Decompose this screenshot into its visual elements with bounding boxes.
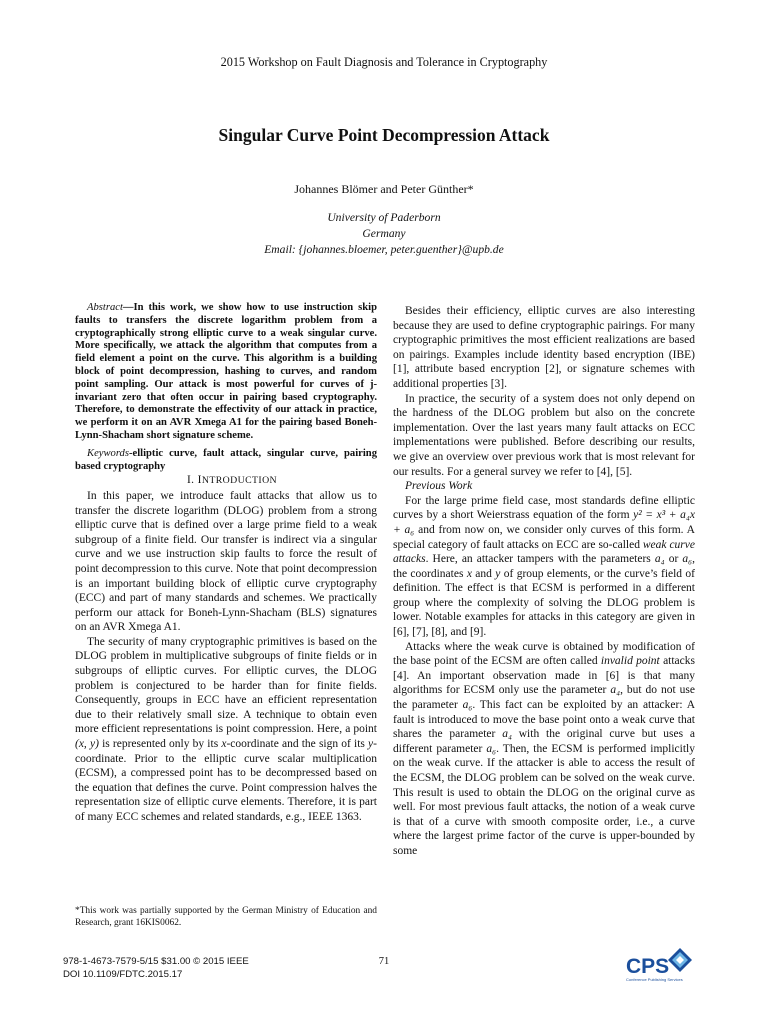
page-number: 71 <box>378 956 390 967</box>
intro-paragraph-1: In this paper, we introduce fault attacks that allow us to transfer the discrete logarithm (DLOG) problem from a strong elliptic curve that is defined over a large prime field to a weak subgroup of a finite field. Our transfer is indirect via a singular curve and we use instruction skip faults to force the result of point decompression to this curve. Note that point decompression is an important building block of elliptic curve cryptography (ECC) and part of many standards and schemes. We practically perform our attack for Boneh-Lynn-Shacham (BLS) signatures on an AVR Xmega A1. <box>75 489 377 634</box>
cps-logo-subtext: Conference Publishing Services <box>626 977 683 982</box>
abstract <box>75 302 377 443</box>
section-heading-introduction: I. INTRODUCTION <box>186 474 278 487</box>
venue-header: 2015 Workshop on Fault Diagnosis and Tolerance in Cryptography <box>220 55 548 69</box>
isbn-line: 978-1-4673-7579-5/15 $31.00 © 2015 IEEE <box>63 956 249 967</box>
cps-logo <box>624 946 694 984</box>
abstract-label: Abstract <box>87 302 123 313</box>
doi-line: DOI 10.1109/FDTC.2015.17 <box>63 968 183 980</box>
body-paragraph-4: Attacks where the weak curve is obtained by modification of the base point of the ECSM are often called invalid point attacks [4]. An important observation made in [6] is that many algorithms for ECSM only use the parameter a₄, but do not use the parameter a₆. This fact can be exploited by an attacker: A fault is introduced to move the base point onto a weak curve that shares the parameter a₄ with the original curve but uses a different parameter a₆. Then, the ECSM is performed implicitly on the weak curve. If the attacker is able to access the result of the ECSM, the DLOG problem can be solved on the weak curve. This result is used to obtain the DLOG on the original curve as well. For most previous fault attacks, the notion of a weak curve is that of a curve with smooth composite order, i.e., a curve where the largest prime factor of the curve is upper-bounded by some <box>393 640 695 857</box>
body-paragraph-3: For the large prime field case, most standards define elliptic curves by a short Weierstrass equation of the form y² = x³ + a₄x + a₆ and from now on, we consider only curves of this form. A special category of fault attacks on ECC are so-called weak curve attacks. Here, an attacker tampers with the parameters a₄ or a₆, the coordinates x and y of group elements, or the curve’s field of definition. The effect is that ECSM is performed in a different group where the complexity of solving the DLOG problem is lower. Notable examples for attacks in this category are given in [6], [7], [8], and [9]. <box>393 494 696 639</box>
body-paragraph-2: In practice, the security of a system does not only depend on the hardness of the DLOG problem but also on the concrete implementation. Over the last years many fault attacks on ECC implementations were published. Before describing our results, we give an overview over previous work that is most relevant for our results. For a general survey we refer to [4], [5]. <box>393 392 695 478</box>
intro-paragraph-2: The security of many cryptographic primitives is based on the DLOG problem in multiplicative subgroups of finite fields or in subgroups of elliptic curves. For elliptic curves, the DLOG problem is conjectured to be harder than for finite fields. Consequently, groups in ECC have an efficient representation due to their relatively small size. A technique to obtain even more efficient representations is point compression. Here, a point (x, y) is represented only by its x-coordinate and the sign of its y-coordinate. Prior to the elliptic curve scalar multiplication (ECSM), a compressed point has to be decompressed based on the equation that defines the curve. Point compression halves the representation size of elliptic curve elements. Therefore, it is part of many ECC schemes and related standards, e.g., IEEE 1363. <box>75 635 377 824</box>
author-list: Johannes Blömer and Peter Günther* <box>294 182 474 196</box>
subsection-heading-previous-work: Previous Work <box>405 480 473 493</box>
right-column <box>393 304 695 859</box>
weierstrass-equation: y² = x³ + a₄x + a₆ <box>393 509 696 536</box>
footnote: *This work was partially supported by the German Ministry of Education and Research, grant 16KIS0062. <box>75 906 377 928</box>
cps-logo-text: CPS <box>626 955 670 978</box>
keywords <box>75 448 377 474</box>
keywords-text: -elliptic curve, fault attack, singular curve, pairing based cryptography <box>75 447 377 472</box>
affiliation-university: University of Paderborn <box>327 211 441 224</box>
abstract-text: —In this work, we show how to use instruction skip faults to transfers the discrete logarithm problem from a cryptographically strong elliptic curve to a weak singular curve. More specifically, we attack the algorithm that computes from a field element a point on the curve. This algorithm is a building block of point decompression, hashing to curves, and random point sampling. Our attack is most powerful for curves of j-invariant zero that often occur in pairing based cryptography. Therefore, to demonstrate the effectivity of our attack in practice, we perform it on an AVR Xmega A1 for the pairing based Boneh-Lynn-Shacham short signature scheme. <box>75 302 377 441</box>
affiliation-country: Germany <box>362 227 406 240</box>
left-column <box>75 302 377 825</box>
body-paragraph-1: Besides their efficiency, elliptic curves are also interesting because they are used to define cryptographic pairings. For many cryptographic primitives the most efficient realizations are based on pairings. Examples include identity based encryption (IBE) [1], attribute based encryption [2], or signature schemes with additional properties [3]. <box>393 305 695 390</box>
paper-title: Singular Curve Point Decompression Attack <box>218 125 550 145</box>
author-email: Email: {johannes.bloemer, peter.guenther}@upb.de <box>264 243 504 256</box>
cps-logo-diamond-icon <box>668 948 692 972</box>
keywords-label: Keywords <box>87 447 129 459</box>
